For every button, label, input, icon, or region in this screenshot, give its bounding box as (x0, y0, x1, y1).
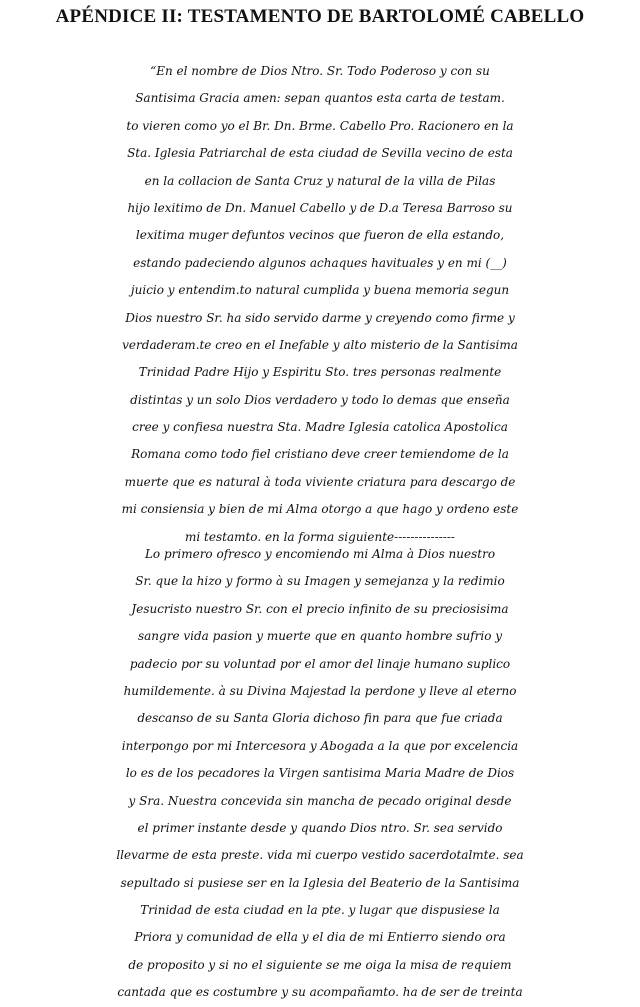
text-line: verdaderam.te creo en el Inefable y alto misterio de la Santisima (122, 337, 518, 352)
text-line: lo es de los pecadores la Virgen santisima Maria Madre de Dios (125, 766, 515, 781)
text-line: padecio por su voluntad por el amor del linaje humano suplico (129, 656, 511, 671)
text-line: “En el nombre de Dios Ntro. Sr. Todo Poderoso y con su (150, 64, 490, 78)
text-line: cantada que es costumbre y su acompañamto. ha de ser de treinta (117, 985, 523, 1000)
text-line: sepultado si pusiese ser en la Iglesia del Beaterio de la Santisima (120, 875, 520, 890)
text-line: interpongo por mi Intercesora y Abogada a la que por excelencia (121, 738, 519, 753)
text-line: hijo lexitimo de Dn. Manuel Cabello y de D.a Teresa Barroso su (127, 200, 513, 215)
paragraph-2 (0, 541, 640, 1007)
text-line: descanso de su Santa Gloria dichoso fin para que fue criada (137, 711, 503, 726)
text-line: to vieren como yo el Br. Dn. Brme. Cabello Pro. Racionero en la (126, 118, 514, 133)
text-line: cree y confiesa nuestra Sta. Madre Iglesia catolica Apostolica (132, 420, 508, 435)
text-line: muerte que es natural à toda viviente criatura para descargo de (124, 474, 516, 489)
text-line: en la collacion de Santa Cruz y natural de la villa de Pilas (144, 173, 496, 188)
text-line: llevarme de esta preste. vida mi cuerpo vestido sacerdotalmte. sea (116, 848, 524, 863)
text-line: mi testamto. en la forma siguiente--------------- (185, 529, 455, 544)
text-line: lexitima muger defuntos vecinos que fueron de ella estando, (135, 228, 505, 243)
text-line: Romana como todo fiel cristiano deve creer temiendome de la (131, 447, 509, 462)
paragraph-1 (0, 58, 640, 551)
page-title: APÉNDICE II: TESTAMENTO DE BARTOLOMÉ CABELLO (55, 6, 585, 27)
text-line: juicio y entendim.to natural cumplida y buena memoria segun (130, 283, 510, 298)
text-line: Trinidad Padre Hijo y Espiritu Sto. tres personas realmente (138, 365, 502, 380)
text-line: sangre vida pasion y muerte que en quanto hombre sufrio y (137, 629, 503, 644)
text-line: Santisima Gracia amen: sepan quantos esta carta de testam. (135, 91, 505, 106)
text-line: distintas y un solo Dios verdadero y todo lo demas que enseña (130, 392, 510, 407)
text-line: Sr. que la hizo y formo à su Imagen y semejanza y la redimio (135, 574, 505, 589)
text-line: mi consiensia y bien de mi Alma otorgo a que hago y ordeno este (121, 502, 519, 517)
text-line: humildemente. à su Divina Majestad la perdone y lleve al eterno (123, 683, 517, 698)
text-line: Priora y comunidad de ella y el dia de mi Entierro siendo ora (134, 930, 506, 945)
text-line: estando padeciendo algunos achaques havituales y en mi (__) (133, 255, 507, 270)
text-line: Lo primero ofresco y encomiendo mi Alma à Dios nuestro (144, 547, 496, 561)
text-line: el primer instante desde y quando Dios ntro. Sr. sea servido (137, 820, 503, 835)
text-line: Trinidad de esta ciudad en la pte. y lugar que dispusiese la (140, 903, 500, 918)
text-line: y Sra. Nuestra concevida sin mancha de pecado original desde (128, 793, 512, 808)
text-line: de proposito y si no el siguiente se me oiga la misa de requiem (128, 957, 512, 972)
text-line: Jesucristo nuestro Sr. con el precio infinito de su preciosisima (131, 601, 509, 616)
text-line: Sta. Iglesia Patriarchal de esta ciudad de Sevilla vecino de esta (127, 146, 513, 161)
text-line: Dios nuestro Sr. ha sido servido darme y creyendo como firme y (125, 310, 515, 325)
